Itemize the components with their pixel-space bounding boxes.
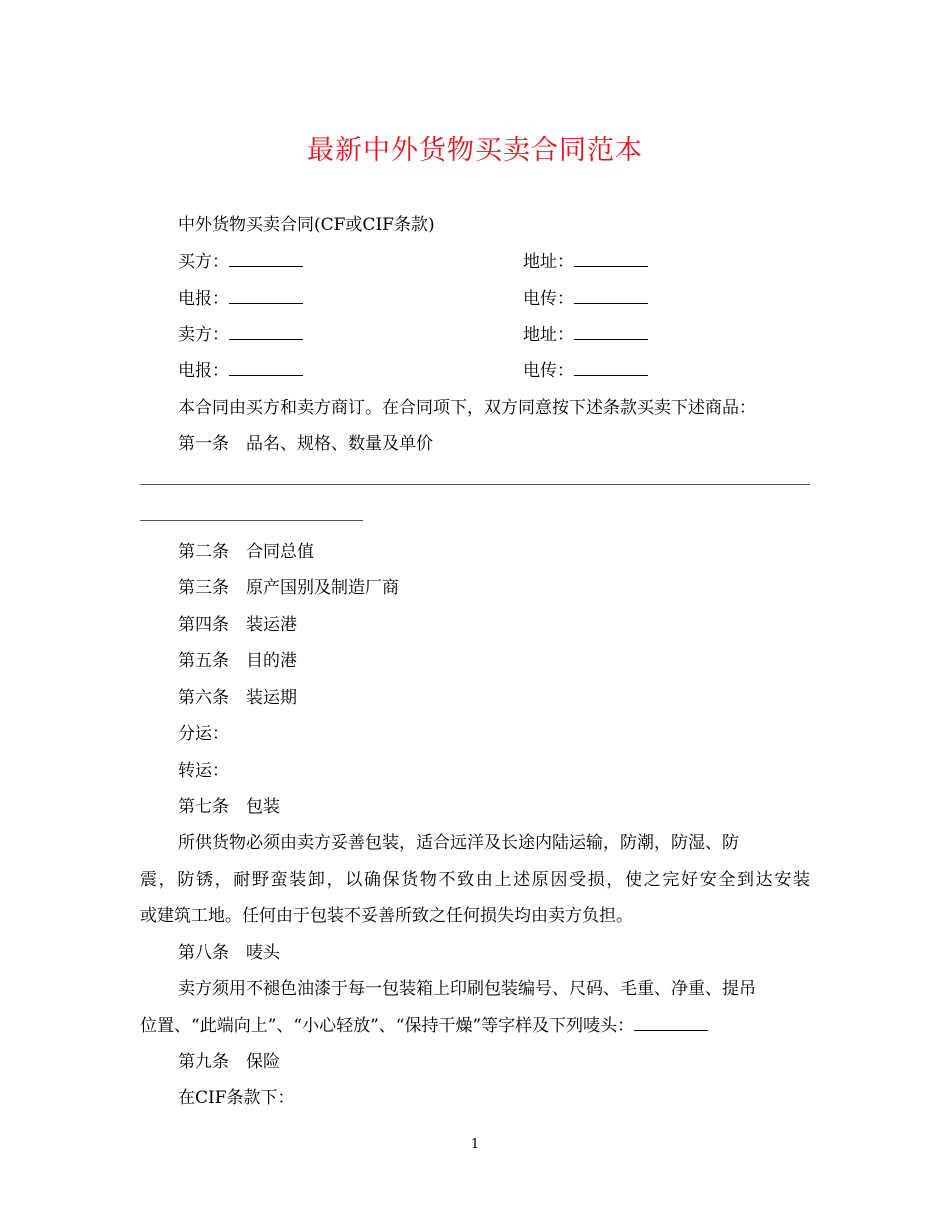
article-9-text-line-1: 在CIF条款下： bbox=[178, 1088, 295, 1108]
article-8-text-line-2: 位置、“此端向上”、“小心轻放”、“保持干燥”等字样及下列唛头： bbox=[140, 1016, 635, 1036]
article-2-heading: 第二条 合同总值 bbox=[178, 542, 314, 562]
transshipment-label: 转运： bbox=[178, 761, 229, 781]
article-7-heading: 第七条 包装 bbox=[178, 797, 280, 817]
article-6-heading: 第六条 装运期 bbox=[178, 688, 297, 708]
article-8-text-line-1: 卖方须用不褪色油漆于每一包装箱上印刷包装编号、尺码、毛重、净重、提吊 bbox=[178, 979, 756, 999]
seller-label: 卖方： bbox=[178, 325, 229, 345]
article-7-text-line-1: 所供货物必须由卖方妥善包装，适合远洋及长途内陆运输，防潮，防湿、防 bbox=[178, 833, 739, 853]
article-3-heading: 第三条 原产国别及制造厂商 bbox=[178, 578, 399, 598]
page-number: 1 bbox=[470, 1137, 480, 1152]
seller-address-blank bbox=[574, 325, 648, 340]
seller-telegram-row bbox=[178, 356, 578, 381]
seller-telegram-blank bbox=[229, 361, 303, 376]
buyer-label: 买方： bbox=[178, 252, 229, 272]
seller-telex-label: 电传： bbox=[523, 361, 574, 381]
seller-address-label: 地址： bbox=[523, 325, 574, 345]
seller-telex-blank bbox=[574, 361, 648, 376]
seller-blank bbox=[229, 325, 303, 340]
article-1-heading: 第一条 品名、规格、数量及单价 bbox=[178, 434, 433, 454]
article-4-heading: 第四条 装运港 bbox=[178, 615, 297, 635]
article-7-text-line-3: 或建筑工地。任何由于包装不妥善所致之任何损失均由卖方负担。 bbox=[140, 906, 633, 926]
article-8-heading: 第八条 唛头 bbox=[178, 943, 280, 963]
fill-in-line bbox=[140, 484, 810, 485]
document-title: 最新中外货物买卖合同范本 bbox=[307, 135, 643, 166]
buyer-blank bbox=[229, 252, 303, 267]
partial-shipment-label: 分运： bbox=[178, 724, 229, 744]
buyer-telegram-blank bbox=[229, 289, 303, 304]
shipping-mark-blank bbox=[634, 1016, 708, 1031]
seller-telegram-label: 电报： bbox=[178, 361, 229, 381]
buyer-telex-label: 电传： bbox=[523, 289, 574, 309]
article-5-heading: 第五条 目的港 bbox=[178, 651, 297, 671]
seller-row bbox=[178, 320, 578, 345]
intro-paragraph: 本合同由买方和卖方商订。在合同项下，双方同意按下述条款买卖下述商品： bbox=[178, 398, 756, 418]
buyer-address-label: 地址： bbox=[523, 252, 574, 272]
buyer-telegram-label: 电报： bbox=[178, 289, 229, 309]
article-8-text-line-2-row bbox=[140, 1011, 708, 1036]
article-9-heading: 第九条 保险 bbox=[178, 1052, 280, 1072]
contract-subtitle: 中外货物买卖合同(CF或CIF条款) bbox=[178, 215, 435, 235]
buyer-row bbox=[178, 247, 578, 272]
buyer-telegram-row bbox=[178, 284, 578, 309]
fill-in-line-short bbox=[140, 520, 363, 521]
article-7-text-line-2: 震，防锈，耐野蛮装卸，以确保货物不致由上述原因受损，使之完好安全到达安装 bbox=[140, 870, 810, 890]
buyer-telex-blank bbox=[574, 289, 648, 304]
buyer-address-blank bbox=[574, 252, 648, 267]
